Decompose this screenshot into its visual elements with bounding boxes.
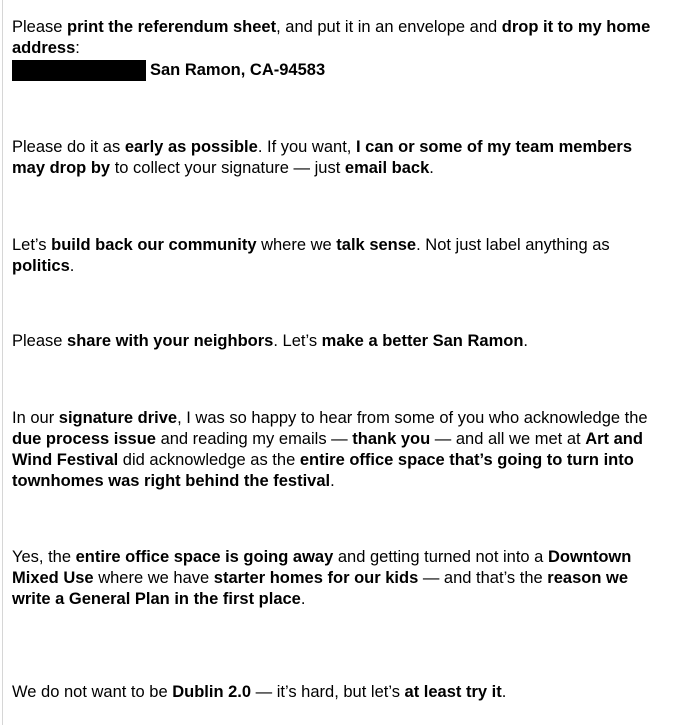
text-run: . — [69, 257, 75, 275]
bold-text-run: build back our community — [51, 236, 257, 254]
paragraph-text — [12, 235, 662, 277]
bold-text-run: reason we write a General Plan in the first place — [12, 569, 629, 608]
text-run: — and all we met at — [430, 430, 586, 448]
bold-text-run: drop it to my home address — [12, 18, 651, 57]
paragraph-asap — [12, 137, 662, 179]
bold-text-run: early as possible — [124, 138, 258, 156]
text-run: . — [523, 332, 528, 350]
bold-text-run: Art and Wind Festival — [12, 430, 643, 469]
paragraph-office-space — [12, 547, 662, 610]
text-run: where we — [256, 236, 337, 254]
address-city-line: San Ramon, CA-94583 — [150, 60, 326, 79]
bold-text-run: entire office space is going away — [75, 548, 334, 566]
paragraph-text — [12, 331, 528, 352]
text-run: to collect your signature — just — [110, 159, 345, 177]
text-run: and reading my emails — — [155, 430, 353, 448]
text-run: Let’s — [12, 236, 52, 254]
paragraph-text — [12, 408, 662, 492]
bold-text-run: email back — [344, 159, 430, 177]
text-run: — it’s hard, but let’s — [251, 683, 405, 701]
bold-text-run: Dublin 2.0 — [172, 683, 252, 701]
text-run: . Not just label anything as — [416, 236, 610, 254]
text-run: , I was so happy to hear from some of you who acknowledge the — [177, 409, 648, 427]
bold-text-run: entire office space that’s going to turn into townhomes was right behind the festival — [12, 451, 634, 490]
paragraph-text — [12, 137, 662, 179]
paragraph-signature-drive — [12, 408, 662, 492]
left-margin-rule — [2, 0, 3, 725]
bold-text-run: due process issue — [12, 430, 156, 448]
bold-text-run: share with your neighbors — [67, 332, 274, 350]
text-run: , and put it in an envelope and — [276, 18, 502, 36]
text-run: : — [75, 39, 80, 57]
bold-text-run: politics — [12, 257, 70, 275]
text-run: where we have — [93, 569, 214, 587]
paragraph-text — [12, 682, 506, 703]
text-run: Please — [12, 18, 68, 36]
paragraph-community — [12, 235, 662, 277]
bold-text-run: thank you — [352, 430, 431, 448]
bold-text-run: starter homes for our kids — [213, 569, 419, 587]
bold-text-run: signature drive — [58, 409, 178, 427]
text-run: and getting turned not into a — [333, 548, 548, 566]
text-run: Please — [12, 332, 68, 350]
text-run: . If you want, — [257, 138, 356, 156]
bold-text-run: Downtown Mixed Use — [12, 548, 632, 587]
text-run: . — [330, 472, 335, 490]
text-run: . — [501, 683, 507, 701]
paragraph-print-request — [12, 17, 662, 81]
text-run: In our — [12, 409, 59, 427]
bold-text-run: at least try it — [404, 683, 502, 701]
home-address — [12, 59, 662, 81]
paragraph-dublin — [12, 682, 506, 703]
paragraph-text — [12, 547, 662, 610]
redacted-street-address — [12, 60, 146, 81]
bold-text-run: print the referendum sheet — [67, 18, 277, 36]
text-run: did acknowledge as the — [118, 451, 300, 469]
bold-text-run: I can or some of my team members may drop by — [12, 138, 632, 177]
bold-text-run: talk sense — [336, 236, 417, 254]
paragraph-text — [12, 17, 662, 59]
text-run: Yes, the — [12, 548, 76, 566]
text-run: . — [300, 590, 306, 608]
text-run: We do not want to be — [12, 683, 173, 701]
text-run: — and that’s the — [418, 569, 548, 587]
paragraph-share — [12, 331, 528, 352]
text-run: Please do it as — [12, 138, 125, 156]
bold-text-run: make a better San Ramon — [321, 332, 524, 350]
text-run: . Let’s — [273, 332, 322, 350]
text-run: . — [429, 159, 434, 177]
